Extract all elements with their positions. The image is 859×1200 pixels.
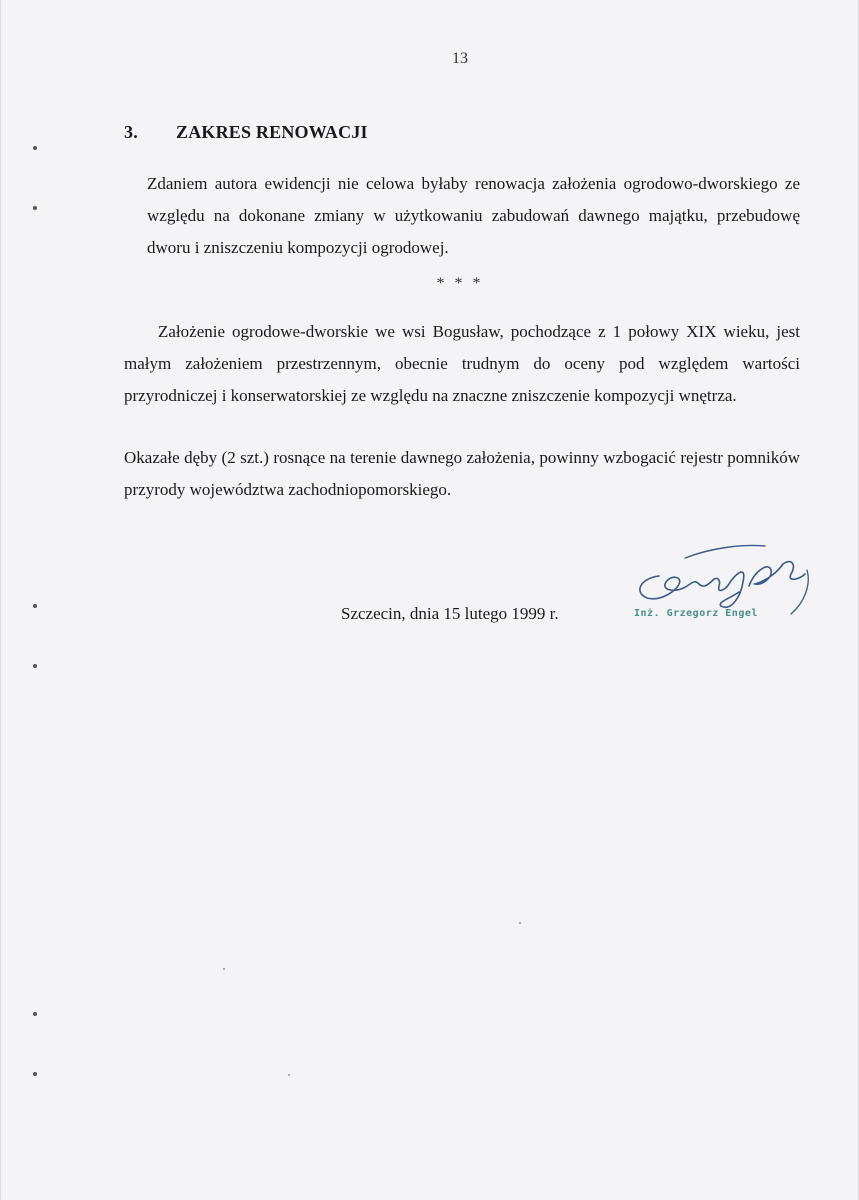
paper-speck (288, 1074, 290, 1076)
section-heading (124, 122, 368, 143)
paragraph-oak-trees: Okazałe dęby (2 szt.) rosnące na terenie dawnego założenia, powinny wzbogacić rejestr pomników przyrody województwa zachodniopomorskiego. (124, 448, 800, 499)
binder-hole-mark (33, 604, 37, 608)
binder-hole-mark (33, 206, 37, 210)
paragraph-summary: Założenie ogrodowe-dworskie we wsi Bogusław, pochodzące z 1 połowy XIX wieku, jest małym założeniem przestrzennym, obecnie trudnym do oceny pod względem wartości przyrodniczej i konserwatorskiej ze względu na znaczne zniszczenie kompozycji wnętrza. (124, 322, 800, 405)
engineer-stamp: Inż. Grzegorz Engel (634, 608, 758, 619)
paper-speck (223, 968, 225, 970)
binder-hole-mark (33, 1072, 37, 1076)
binder-hole-mark (33, 1012, 37, 1016)
paper-speck (519, 922, 521, 924)
page-number: 13 (452, 50, 468, 67)
binder-hole-mark (33, 146, 37, 150)
section-separator: * * * (436, 275, 484, 292)
section-title: ZAKRES RENOWACJI (176, 122, 368, 142)
section-number: 3. (124, 122, 138, 142)
paragraph-renovation-opinion: Zdaniem autora ewidencji nie celowa byłaby renowacja założenia ogrodowo-dworskiego ze względu na dokonane zmiany w użytkowaniu zabudowań dawnego majątku, przebudowę dworu i zniszczeniu kompozycji ogrodowej. (147, 174, 800, 257)
place-date-signoff: Szczecin, dnia 15 lutego 1999 r. (341, 604, 559, 623)
binder-hole-mark (33, 664, 37, 668)
